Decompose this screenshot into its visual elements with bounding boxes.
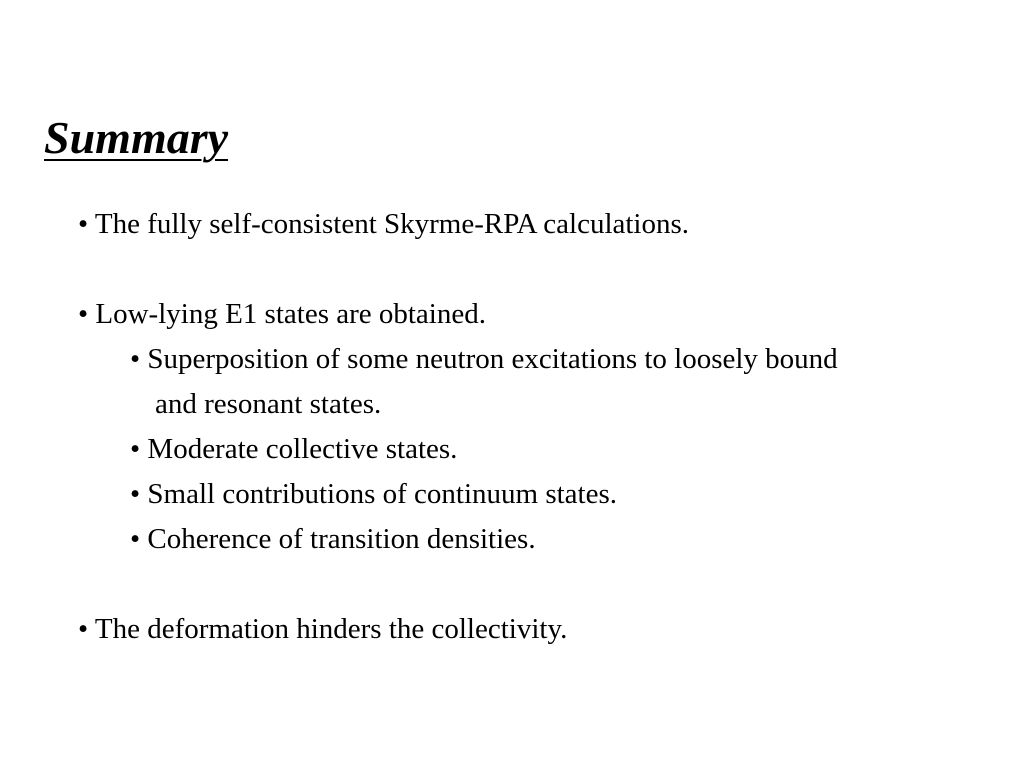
bullet-self-consistent-rpa: • The fully self-consistent Skyrme-RPA calculations. bbox=[78, 208, 690, 240]
slide-title: Summary bbox=[44, 112, 229, 163]
sub-bullet-transition-densities: • Coherence of transition densities. bbox=[130, 523, 536, 555]
sub-bullet-moderate-collective: • Moderate collective states. bbox=[130, 433, 458, 465]
bullet-low-lying-e1: • Low-lying E1 states are obtained. bbox=[78, 298, 486, 330]
bullet-deformation: • The deformation hinders the collectivity. bbox=[78, 613, 568, 645]
sub-bullet-continuum-contributions: • Small contributions of continuum states. bbox=[130, 478, 617, 510]
sub-bullet-superposition-continued: and resonant states. bbox=[155, 388, 382, 420]
sub-bullet-superposition: • Superposition of some neutron excitations to loosely bound bbox=[130, 343, 838, 375]
